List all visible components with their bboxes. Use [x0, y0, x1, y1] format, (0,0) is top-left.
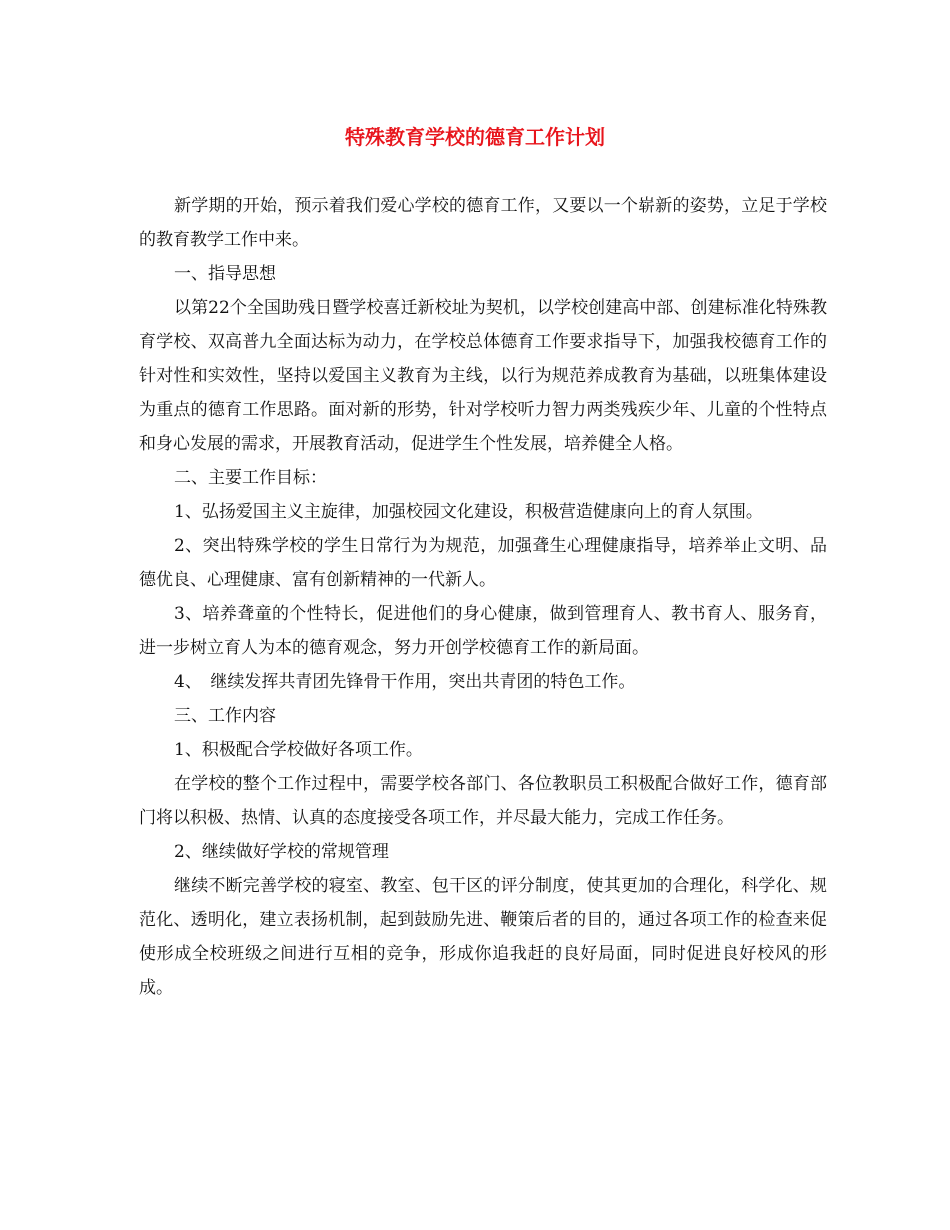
goal-item-2: 2、突出特殊学校的学生日常行为为规范，加强聋生心理健康指导，培养举止文明、品德优良、心理健康、富有创新精神的一代新人。	[139, 536, 827, 590]
paragraph-guiding-thought: 以第22个全国助残日暨学校喜迁新校址为契机，以学校创建高中部、创建标准化特殊教育学校、双高普九全面达标为动力，在学校总体德育工作要求指导下，加强我校德育工作的针对性和实效性，坚持以爱国主义教育为主线，以行为规范养成教育为基础，以班集体建设为重点的德育工作思路。面对新的形势，针对学校听力智力两类残疾少年、儿童的个性特点和身心发展的需求，开展教育活动，促进学生个性发展，培养健全人格。	[139, 298, 827, 454]
content-item-1-heading: 1、积极配合学校做好各项工作。	[174, 740, 423, 760]
goal-item-1: 1、弘扬爱国主义主旋律，加强校园文化建设，积极营造健康向上的育人氛围。	[174, 502, 763, 522]
content-item-1-text: 在学校的整个工作过程中，需要学校各部门、各位教职员工积极配合做好工作，德育部门将以积极、热情、认真的态度接受各项工作，并尽最大能力，完成工作任务。	[139, 774, 827, 828]
document-title: 特殊教育学校的德育工作计划	[345, 125, 605, 149]
heading-main-goals: 二、主要工作目标：	[174, 468, 327, 488]
heading-work-content: 三、工作内容	[174, 706, 276, 726]
heading-guiding-thought: 一、指导思想	[174, 264, 276, 284]
paragraph-intro: 新学期的开始，预示着我们爱心学校的德育工作，又要以一个崭新的姿势，立足于学校的教育教学工作中来。	[139, 196, 827, 250]
goal-item-4: 4、 继续发挥共青团先锋骨干作用，突出共青团的特色工作。	[174, 672, 636, 692]
content-item-2-heading: 2、继续做好学校的常规管理	[174, 842, 389, 862]
document-body	[139, 189, 827, 1005]
goal-item-3: 3、培养聋童的个性特长，促进他们的身心健康，做到管理育人、教书育人、服务育，进一步树立育人为本的德育观念，努力开创学校德育工作的新局面。	[139, 604, 827, 658]
content-item-2-text: 继续不断完善学校的寝室、教室、包干区的评分制度，使其更加的合理化，科学化、规范化、透明化，建立表扬机制，起到鼓励先进、鞭策后者的目的，通过各项工作的检查来促使形成全校班级之间进行互相的竞争，形成你追我赶的良好局面，同时促进良好校风的形成。	[139, 876, 827, 998]
